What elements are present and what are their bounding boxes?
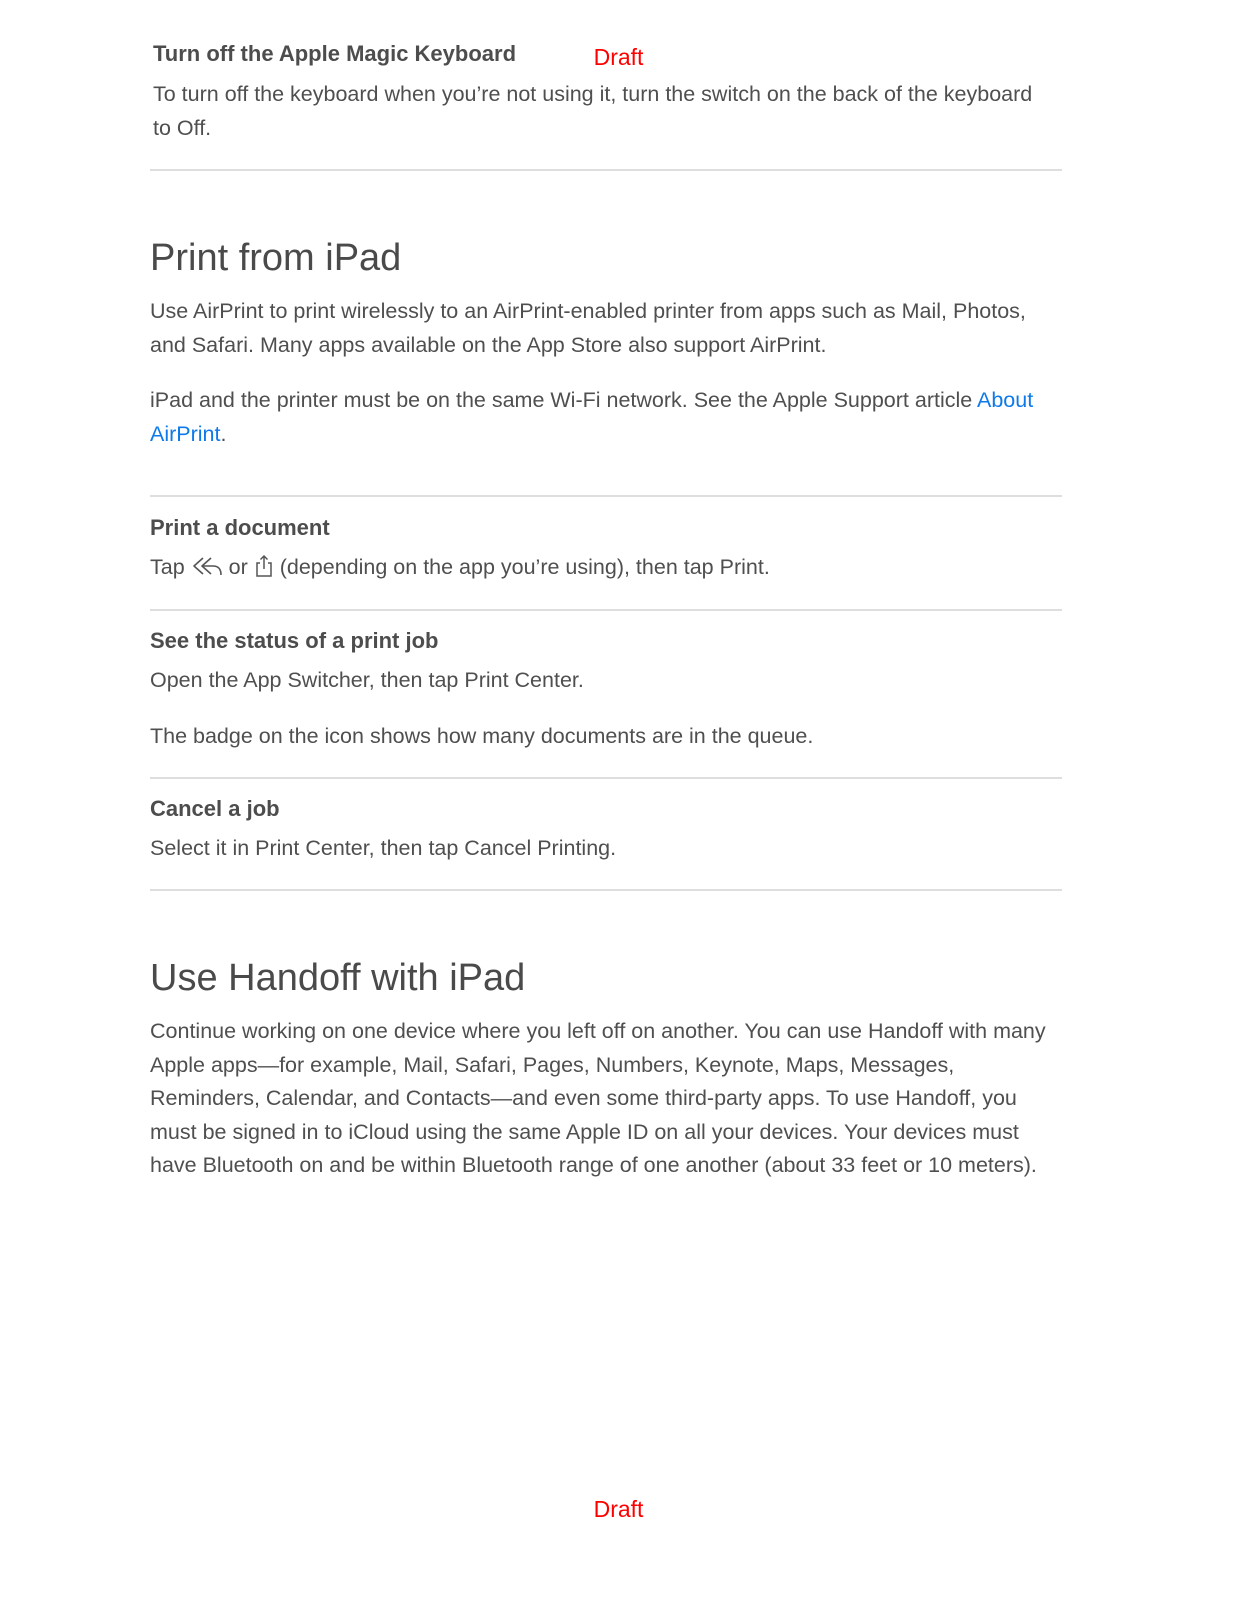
print-status-line2: The badge on the icon shows how many documents are in the queue. bbox=[150, 723, 814, 748]
print-status-line1: Open the App Switcher, then tap Print Center. bbox=[150, 668, 584, 692]
keyboard-off-title: Turn off the Apple Magic Keyboard bbox=[153, 41, 517, 66]
keyboard-off-body: To turn off the keyboard when you’re not using it, turn the switch on the back of the keyboard to Off. bbox=[153, 82, 1033, 140]
cancel-job-title: Cancel a job bbox=[150, 796, 280, 821]
divider bbox=[150, 495, 1062, 497]
divider bbox=[150, 609, 1062, 611]
keyboard-off-block bbox=[153, 40, 1033, 145]
cancel-job-body: Select it in Print Center, then tap Cancel Printing. bbox=[150, 836, 617, 860]
about-airprint-link[interactable]: About AirPrint bbox=[150, 388, 1034, 446]
reply-icon bbox=[191, 554, 223, 589]
share-icon bbox=[254, 554, 274, 589]
section-title-print: Print from iPad bbox=[150, 237, 402, 279]
draft-watermark-bottom: Draft bbox=[593, 1496, 644, 1522]
link-suffix: . bbox=[220, 421, 227, 446]
divider bbox=[150, 169, 1062, 171]
section-title-handoff: Use Handoff with iPad bbox=[150, 957, 526, 999]
divider bbox=[150, 889, 1062, 891]
print-section bbox=[150, 236, 1062, 451]
print-document-body bbox=[150, 551, 1062, 589]
print-status-title: See the status of a print job bbox=[150, 628, 439, 653]
print-intro: Use AirPrint to print wirelessly to an AirPrint-enabled printer from apps such as Mail, Photos, and Safari. Many apps available on the App Store also support AirPrint. bbox=[150, 299, 1026, 357]
divider bbox=[150, 777, 1062, 779]
print-document-block bbox=[150, 514, 1062, 589]
print-network-text: iPad and the printer must be on the same Wi-Fi network. See the Apple Support article bbox=[150, 388, 977, 412]
handoff-body: Continue working on one device where you left off on another. You can use Handoff with many Apple apps—for example, Mail, Safari, Pages, Numbers, Keynote, Maps, Messages, Reminders, Calendar, and Contacts—and even some third-party apps. To use Handoff, you must be signed in to iCloud using the same Apple ID on all your devices. Your devices must have Bluetooth on and be within Bluetooth range of one another (about 33 feet or 10 meters). bbox=[150, 1019, 1046, 1177]
print-document-title: Print a document bbox=[150, 515, 330, 540]
handoff-section bbox=[150, 956, 1062, 1183]
print-status-block bbox=[150, 627, 1062, 753]
tap-text: Tap bbox=[150, 555, 185, 579]
or-text: or bbox=[228, 555, 248, 579]
print-document-rest: (depending on the app you’re using), then tap Print. bbox=[279, 555, 770, 579]
print-network-note bbox=[150, 384, 1062, 451]
draft-watermark-top: Draft bbox=[593, 44, 644, 70]
cancel-job-block bbox=[150, 795, 1062, 866]
